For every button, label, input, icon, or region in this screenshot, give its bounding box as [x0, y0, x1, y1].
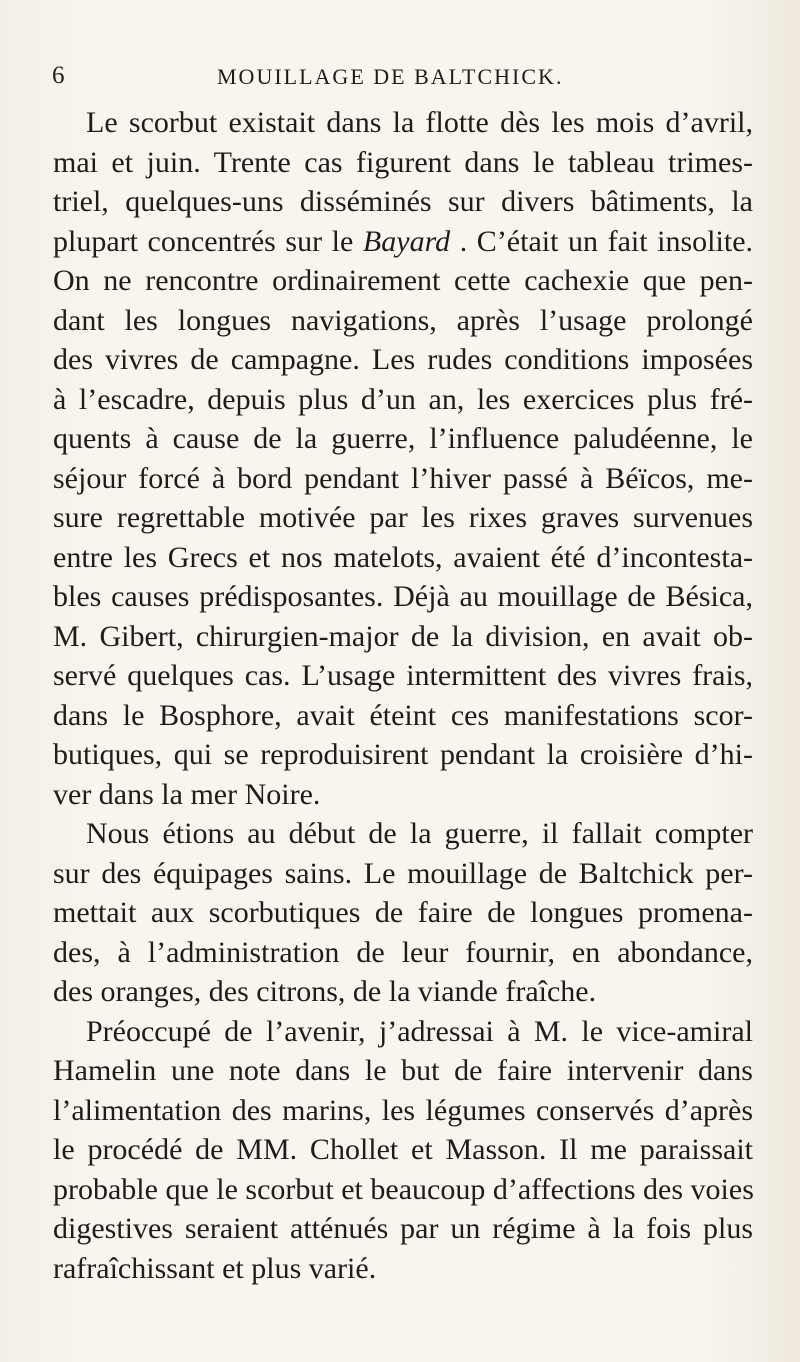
text-line: rafraîchissant et plus varié.: [53, 1251, 377, 1285]
page-header: [52, 62, 752, 96]
text-segment: plupart concentrés sur le: [53, 224, 354, 258]
text-line: mai et juin. Trente cas figurent dans le tableau trimes-: [53, 145, 753, 179]
text-line: séjour forcé à bord pendant l’hiver passé à Béïcos, me-: [53, 461, 753, 495]
text-line: quents à cause de la guerre, l’influence paludéenne, le: [53, 422, 753, 455]
text-line: servé quelques cas. L’usage intermittent des vivres frais,: [53, 659, 753, 692]
page-body-text: [53, 103, 753, 1288]
text-line: des, à l’administration de leur fournir, en abondance,: [53, 935, 753, 969]
text-line: Le scorbut existait dans la flotte dès les mois d’avril,: [86, 106, 753, 139]
text-line: sure regrettable motivée par les rixes graves survenues: [53, 501, 753, 534]
text-line: le procédé de MM. Chollet et Masson. Il me paraissait: [53, 1133, 753, 1166]
text-line: des vivres de campagne. Les rudes conditions imposées: [53, 343, 753, 376]
text-line: à l’escadre, depuis plus d’un an, les exercices plus fré-: [53, 382, 753, 416]
text-line: Hamelin une note dans le but de faire intervenir dans: [53, 1054, 753, 1087]
text-line: dans le Bosphore, avait éteint ces manifestations scor-: [53, 698, 753, 732]
text-line: mettait aux scorbutiques de faire de longues promena-: [53, 896, 753, 929]
page-number: 6: [52, 62, 65, 89]
text-segment: . C’était un fait insolite.: [459, 224, 754, 258]
text-line: des oranges, des citrons, de la viande fraîche.: [53, 975, 597, 1008]
text-line: M. Gibert, chirurgien-major de la division, en avait ob-: [53, 619, 753, 653]
text-line: digestives seraient atténués par un régime à la fois plus: [53, 1212, 753, 1245]
text-line: sur des équipages sains. Le mouillage de Baltchick per-: [53, 856, 753, 890]
text-line: l’alimentation des marins, les légumes conservés d’après: [53, 1093, 753, 1127]
text-line: Nous étions au début de la guerre, il fallait compter: [86, 817, 753, 850]
text-line: ver dans la mer Noire.: [53, 777, 321, 811]
text-line: entre les Grecs et nos matelots, avaient été d’incontesta-: [53, 540, 753, 574]
running-title: MOUILLAGE DE BALTCHICK.: [217, 64, 564, 89]
text-line: butiques, qui se reproduisirent pendant la croisière d’hi-: [53, 738, 753, 771]
text-line: Préoccupé de l’avenir, j’adressai à M. le vice-amiral: [86, 1014, 753, 1048]
text-line: bles causes prédisposantes. Déjà au mouillage de Bésica,: [53, 580, 753, 613]
ship-name: Bayard: [362, 224, 451, 258]
text-line: dant les longues navigations, après l’usage prolongé: [53, 303, 753, 337]
text-line: [53, 222, 753, 262]
text-line: triel, quelques-uns disséminés sur divers bâtiments, la: [53, 185, 753, 218]
text-line: probable que le scorbut et beaucoup d’affections des voies: [53, 1172, 754, 1206]
text-line: On ne rencontre ordinairement cette cachexie que pen-: [53, 264, 753, 297]
